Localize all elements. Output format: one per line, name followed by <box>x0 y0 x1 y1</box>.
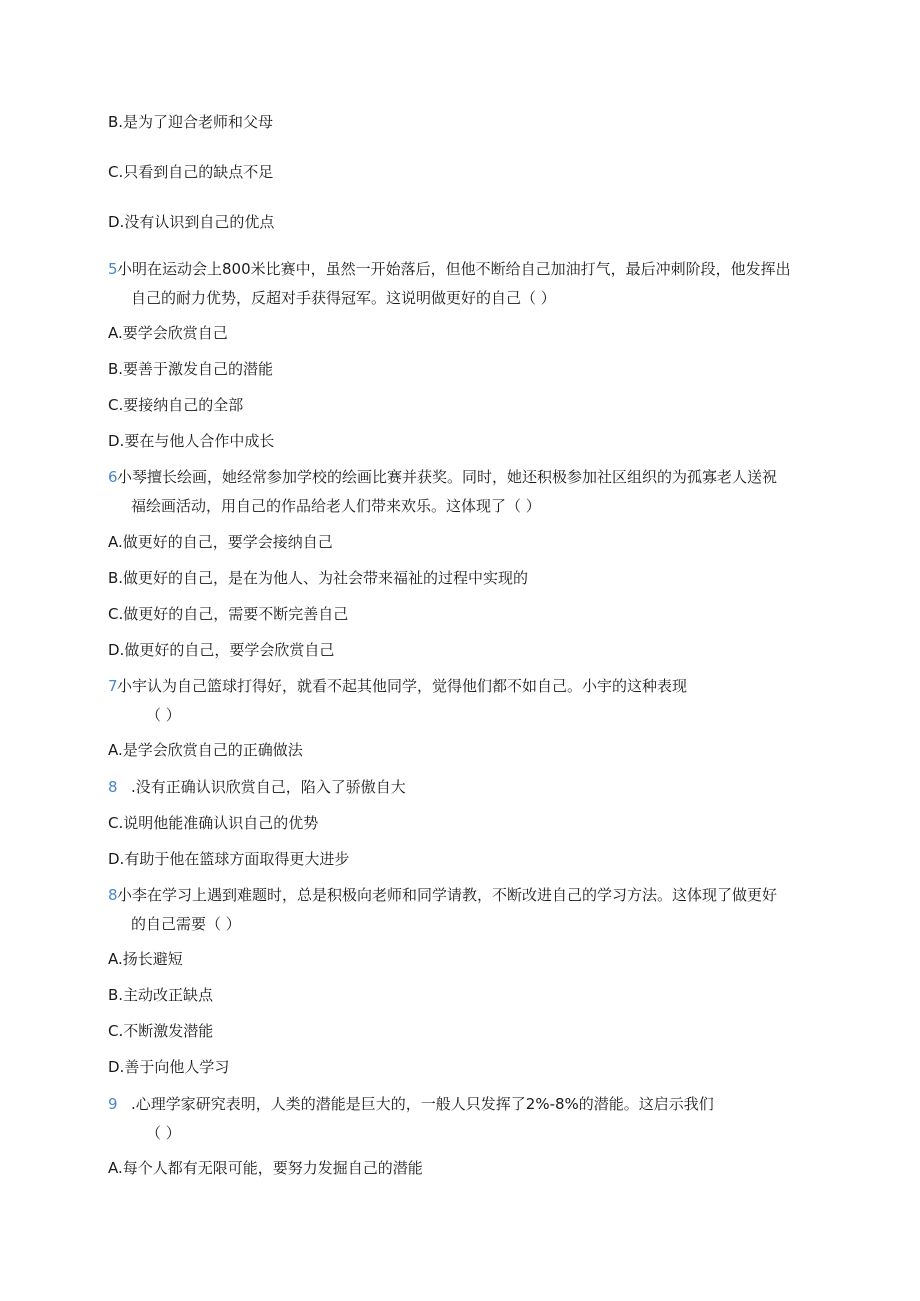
question-text-continued: 福绘画活动，用自己的作品给老人们带来欢乐。这体现了（ ） <box>131 497 541 515</box>
option-b: B.做更好的自己，是在为他人、为社会带来福祉的过程中实现的 <box>108 569 529 587</box>
question-text: .心理学家研究表明，人类的潜能是巨大的，一般人只发挥了2%-8%的潜能。这启示我们 <box>131 1095 714 1113</box>
question-number: 6 <box>108 468 118 486</box>
option-b: B.主动改正缺点 <box>108 986 214 1004</box>
option-a: A.做更好的自己，要学会接纳自己 <box>108 533 333 551</box>
option-a: A.扬长避短 <box>108 950 183 968</box>
answer-parentheses: （ ） <box>146 706 181 724</box>
option-a: A.每个人都有无限可能，要努力发掘自己的潜能 <box>108 1159 423 1177</box>
option-c: C.不断激发潜能 <box>108 1022 214 1040</box>
option-d: D.做更好的自己，要学会欣赏自己 <box>108 641 335 659</box>
question-number: 5 <box>108 260 118 278</box>
option-c: C.要接纳自己的全部 <box>108 396 244 414</box>
option-b: B.是为了迎合老师和父母 <box>108 113 274 131</box>
option-a: A.要学会欣赏自己 <box>108 324 228 342</box>
question-text-continued: 的自己需要（ ） <box>131 915 241 933</box>
question-text: 小琴擅长绘画，她经常参加学校的绘画比赛并获奖。同时，她还积极参加社区组织的为孤寡老人送祝 <box>117 468 778 486</box>
question-text: 小明在运动会上800米比赛中，虽然一开始落后，但他不断给自己加油打气，最后冲刺阶段，他发挥出 <box>117 260 791 278</box>
question-text: 小李在学习上遇到难题时，总是积极向老师和同学请教，不断改进自己的学习方法。这体现了做更好 <box>117 886 778 904</box>
option-a: A.是学会欣赏自己的正确做法 <box>108 741 303 759</box>
option-d: D.善于向他人学习 <box>108 1058 230 1076</box>
question-text-continued: 自己的耐力优势，反超对手获得冠军。这说明做更好的自己（ ） <box>131 289 556 307</box>
option-c: C.只看到自己的缺点不足 <box>108 163 274 181</box>
option-d: D.要在与他人合作中成长 <box>108 432 275 450</box>
question-text: 小宇认为自己篮球打得好，就看不起其他同学，觉得他们都不如自己。小宇的这种表现 <box>117 677 688 695</box>
answer-parentheses: （ ） <box>146 1124 181 1142</box>
option-c: C.说明他能准确认识自己的优势 <box>108 814 319 832</box>
question-number: 7 <box>108 677 118 695</box>
option-c: C.做更好的自己，需要不断完善自己 <box>108 605 349 623</box>
question-number: 9 <box>108 1095 118 1113</box>
option-b: B.要善于激发自己的潜能 <box>108 360 274 378</box>
option-b: .没有正确认识欣赏自己，陷入了骄傲自大 <box>131 778 406 796</box>
question-number: 8 <box>108 886 118 904</box>
option-d: D.有助于他在篮球方面取得更大进步 <box>108 850 350 868</box>
option-d: D.没有认识到自己的优点 <box>108 213 275 231</box>
option-b-number: 8 <box>108 778 118 796</box>
